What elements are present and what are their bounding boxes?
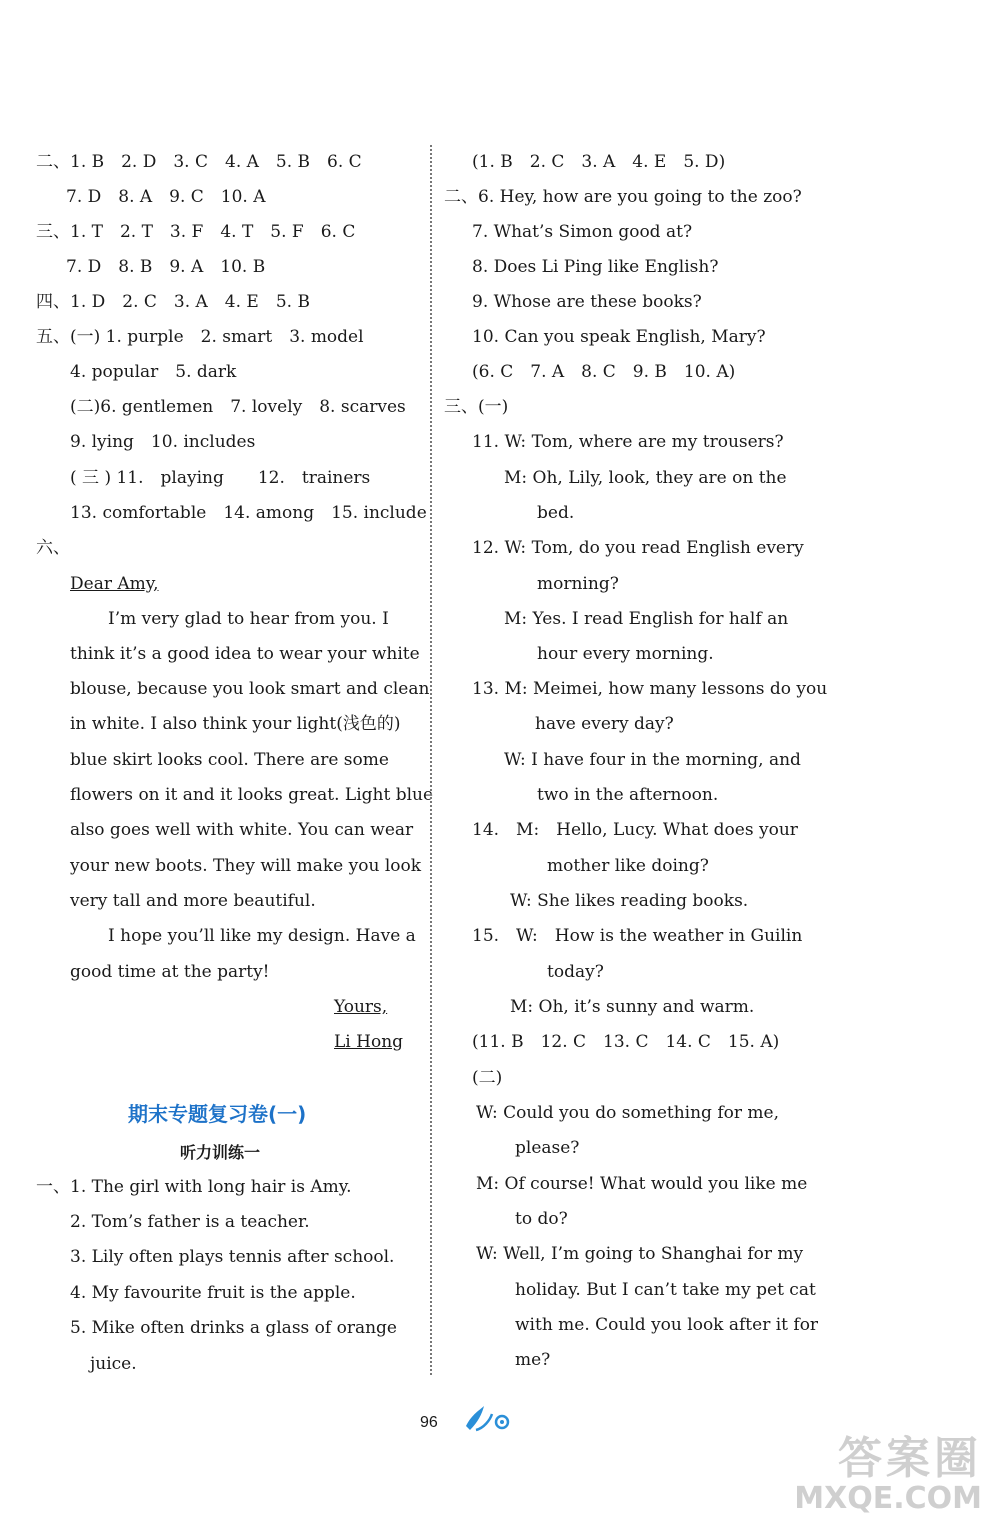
answer-line: 四、1. D 2. C 3. A 4. E 5. B	[36, 292, 310, 312]
answer-line: 9. lying 10. includes	[70, 432, 256, 452]
script-line: morning?	[537, 574, 619, 594]
script-line: 14. M: Hello, Lucy. What does your	[472, 820, 798, 840]
answer-line: (6. C 7. A 8. C 9. B 10. A)	[472, 362, 736, 382]
answer-line: (1. B 2. C 3. A 4. E 5. D)	[472, 152, 726, 172]
script-line: me?	[515, 1350, 551, 1370]
script-line: M: Oh, it’s sunny and warm.	[510, 997, 755, 1017]
script-line: M: Oh, Lily, look, they are on the	[504, 468, 787, 488]
script-line: please?	[515, 1138, 580, 1158]
letter-line: in white. I also think your light(浅色的)	[70, 714, 401, 734]
letter-line: I’m very glad to hear from you. I	[108, 609, 389, 629]
script-line: 13. M: Meimei, how many lessons do you	[472, 679, 828, 699]
listening-line: 3. Lily often plays tennis after school.	[70, 1247, 395, 1267]
answer-line: 7. D 8. B 9. A 10. B	[66, 257, 266, 277]
script-line: 8. Does Li Ping like English?	[472, 257, 719, 277]
page-number: 96	[420, 1414, 438, 1431]
section-label: 六、	[36, 538, 70, 558]
letter-line: good time at the party!	[70, 962, 270, 982]
script-line: W: She likes reading books.	[510, 891, 749, 911]
section-label: 三、(一)	[444, 397, 509, 417]
script-line: W: I have four in the morning, and	[504, 750, 801, 770]
script-line: hour every morning.	[537, 644, 714, 664]
letter-line: think it’s a good idea to wear your white	[70, 644, 420, 664]
listening-line: 2. Tom’s father is a teacher.	[70, 1212, 310, 1232]
column-divider	[430, 145, 432, 1375]
listening-line: 4. My favourite fruit is the apple.	[70, 1283, 356, 1303]
listening-line: 一、1. The girl with long hair is Amy.	[36, 1177, 352, 1197]
listening-line: 5. Mike often drinks a glass of orange	[70, 1318, 397, 1338]
script-line: W: Could you do something for me,	[476, 1103, 779, 1123]
script-line: two in the afternoon.	[537, 785, 719, 805]
answer-line: 二、1. B 2. D 3. C 4. A 5. B 6. C	[36, 152, 362, 172]
letter-line: blouse, because you look smart and clean	[70, 679, 430, 699]
letter-line: flowers on it and it looks great. Light blue	[70, 785, 434, 805]
script-line: 7. What’s Simon good at?	[472, 222, 693, 242]
wave-ornament-icon	[462, 1404, 514, 1438]
script-line: 10. Can you speak English, Mary?	[472, 327, 766, 347]
script-line: 二、6. Hey, how are you going to the zoo?	[444, 187, 802, 207]
letter-greeting: Dear Amy,	[70, 574, 159, 594]
section-title: 期末专题复习卷(一)	[128, 1102, 307, 1126]
answer-line: (11. B 12. C 13. C 14. C 15. A)	[472, 1032, 780, 1052]
letter-sign-off: Yours,	[334, 997, 388, 1017]
answer-line: 三、1. T 2. T 3. F 4. T 5. F 6. C	[36, 222, 356, 242]
script-line: with me. Could you look after it for	[515, 1315, 819, 1335]
watermark	[782, 1435, 982, 1515]
script-line: have every day?	[535, 714, 674, 734]
watermark-text: 答案圈	[838, 1433, 982, 1484]
script-line: 15. W: How is the weather in Guilin	[472, 926, 803, 946]
script-line: mother like doing?	[547, 856, 709, 876]
answer-line: 13. comfortable 14. among 15. include	[70, 503, 427, 523]
script-line: M: Yes. I read English for half an	[504, 609, 789, 629]
script-line: holiday. But I can’t take my pet cat	[515, 1280, 816, 1300]
script-line: W: Well, I’m going to Shanghai for my	[476, 1244, 804, 1264]
watermark-url: MXQE.COM	[794, 1481, 982, 1516]
answer-line: ( 三 ) 11. playing 12. trainers	[70, 468, 371, 488]
section-label: (二)	[472, 1068, 503, 1088]
answer-line: 7. D 8. A 9. C 10. A	[66, 187, 266, 207]
answer-line: (二)6. gentlemen 7. lovely 8. scarves	[70, 397, 406, 417]
letter-line: blue skirt looks cool. There are some	[70, 750, 389, 770]
script-line: today?	[547, 962, 604, 982]
listening-line: juice.	[90, 1354, 137, 1374]
script-line: 12. W: Tom, do you read English every	[472, 538, 804, 558]
script-line: bed.	[537, 503, 575, 523]
answer-line: 五、(一) 1. purple 2. smart 3. model	[36, 327, 364, 347]
letter-line: also goes well with white. You can wear	[70, 820, 414, 840]
script-line: to do?	[515, 1209, 568, 1229]
answer-line: 4. popular 5. dark	[70, 362, 237, 382]
letter-signature: Li Hong	[334, 1032, 404, 1052]
letter-line: I hope you’ll like my design. Have a	[108, 926, 416, 946]
sub-title: 听力训练一	[180, 1143, 261, 1162]
script-line: 9. Whose are these books?	[472, 292, 702, 312]
script-line: 11. W: Tom, where are my trousers?	[472, 432, 784, 452]
letter-line: very tall and more beautiful.	[70, 891, 316, 911]
letter-line: your new boots. They will make you look	[70, 856, 422, 876]
script-line: M: Of course! What would you like me	[476, 1174, 808, 1194]
